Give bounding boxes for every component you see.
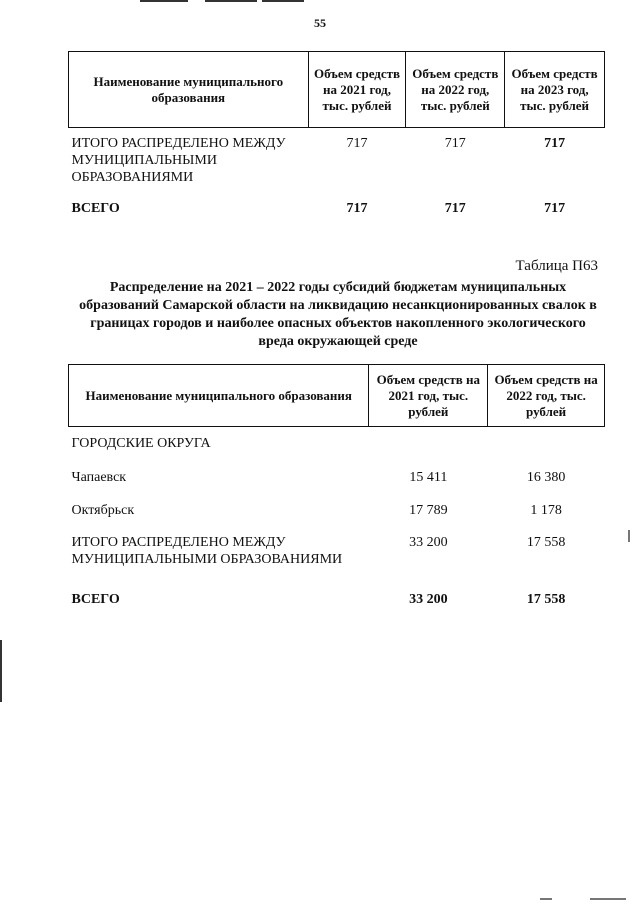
row-name: ВСЕГО [71, 200, 120, 216]
column-header-2021: Объем средств на 2021 год, тыс. рублей [369, 365, 488, 427]
column-header-2022: Объем средств на 2022 год, тыс. рублей [488, 365, 605, 427]
value-2021: 717 [346, 200, 368, 216]
scan-edge-mark-top [140, 0, 188, 2]
table-2 [68, 364, 605, 619]
value-2022: 717 [444, 200, 466, 216]
table-row [69, 461, 605, 495]
column-header-name: Наименование муниципального образования [69, 52, 309, 128]
scan-edge-mark-left [0, 640, 2, 702]
value-2021: 15 411 [409, 469, 448, 485]
table-row-total [69, 591, 605, 619]
scan-edge-mark-bottom [540, 898, 552, 900]
column-header-2021: Объем средств на 2021 год, тыс. рублей [308, 52, 406, 128]
row-name: Октябрьск [71, 502, 135, 518]
scan-edge-mark-bottom [590, 898, 626, 900]
scan-edge-mark-right [628, 530, 630, 542]
value-2022: 17 558 [526, 534, 566, 550]
table-row [69, 528, 605, 591]
value-2022: 717 [444, 136, 466, 151]
value-2021: 33 200 [409, 534, 448, 550]
column-header-2023: Объем средств на 2023 год, тыс. рублей [505, 52, 605, 128]
page-number: 55 [314, 16, 326, 30]
value-2021: 17 789 [409, 502, 448, 518]
scan-edge-mark-top [262, 0, 304, 2]
table-2-header-row [69, 365, 605, 427]
row-name: Чапаевск [71, 469, 127, 485]
value-2021: 717 [346, 136, 368, 151]
value-2022: 17 558 [526, 591, 566, 607]
table-label: Таблица П63 [515, 258, 598, 274]
table-1 [68, 51, 605, 230]
column-header-name: Наименование муниципального образования [69, 365, 369, 427]
value-2023: 717 [544, 200, 566, 216]
row-name: ВСЕГО [71, 591, 120, 607]
table-row-total [69, 200, 605, 230]
value-2023: 717 [544, 136, 566, 151]
row-name: ИТОГО РАСПРЕДЕЛЕНО МЕЖДУ МУНИЦИПАЛЬНЫМИ ОБРАЗОВАНИЯМИ [71, 136, 286, 185]
section-row [69, 427, 605, 461]
value-2022: 1 178 [530, 502, 562, 518]
value-2022: 16 380 [526, 469, 566, 485]
section-heading: ГОРОДСКИЕ ОКРУГА [71, 436, 211, 451]
row-name: ИТОГО РАСПРЕДЕЛЕНО МЕЖДУ МУНИЦИПАЛЬНЫМИ ОБРАЗОВАНИЯМИ [71, 534, 343, 567]
table-row [69, 128, 605, 200]
column-header-2022: Объем средств на 2022 год, тыс. рублей [406, 52, 505, 128]
scan-edge-mark-top [205, 0, 257, 2]
table-title: Распределение на 2021 – 2022 годы субсидий бюджетам муниципальных образований Самарской области на ликвидацию несанкционированных свалок в границах городов и наиболее опасных объектов накопленного экологического вреда окружающей среде [79, 280, 597, 349]
value-2021: 33 200 [409, 591, 448, 607]
table-1-header-row [69, 52, 605, 128]
table-row [69, 495, 605, 528]
